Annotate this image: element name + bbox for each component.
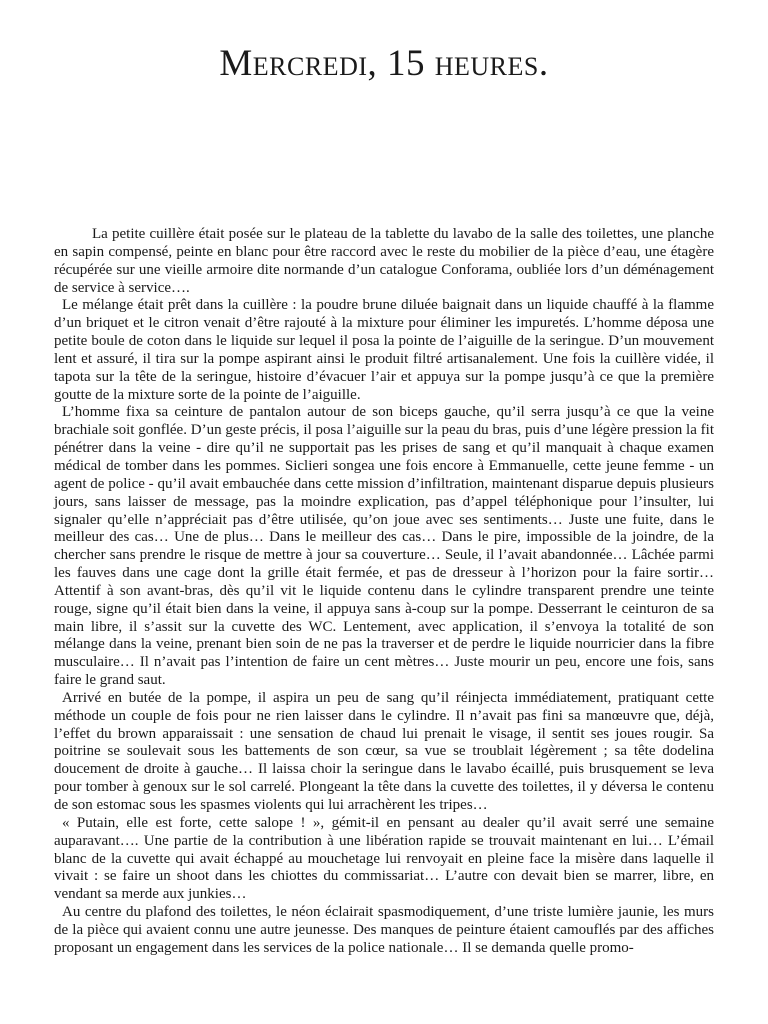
paragraph: « Putain, elle est forte, cette salope ! », gémit-il en pensant au dealer qu’il avait serré une semaine auparavant…. Une partie de la contribution à une libération rapide se trouvait maintenant en lui… L’émail blanc de la cuvette qui avait échappé au mouchetage lui renvoyait en pleine face la misère dans laquelle il vivait : se faire un shoot dans les chiottes du commissariat… L’autre con devait bien se marrer, libre, en vendant sa merde aux junkies… bbox=[54, 814, 714, 903]
paragraph: L’homme fixa sa ceinture de pantalon autour de son biceps gauche, qu’il serra jusqu’à ce que la veine brachiale soit gonflée. D’un geste précis, il posa l’aiguille sur la peau du bras, puis d’une légère pression la fit pénétrer dans la veine - dire qu’il ne supportait pas les prises de sang et qu’il manquait à chaque examen médical de tomber dans les pommes. Siclieri songea une fois encore à Emmanuelle, cette jeune femme - un agent de police - qu’il avait embauchée dans cette mission d’infiltration, maintenant disparue depuis plusieurs jours, sans laisser de message, pas la moindre explication, pas d’appel téléphonique pour l’insulter, lui signaler qu’elle n’appréciait pas d’être utilisée, qu’on joue avec ses sentiments… Juste une fuite, dans le meilleur des cas… Une de plus… Dans le meilleur des cas… Dans le pire, impossible de la joindre, de la chercher sans prendre le risque de mettre à jour sa couverture… Seule, il l’avait abandonnée… Lâchée parmi les fauves dans une cage dont la grille était fermée, et pas de dresseur à l’horizon pour la faire sortir… Attentif à son avant-bras, dès qu’il vit le liquide contenu dans le cylindre transparent prendre une teinte rouge, signe qu’il était bien dans la veine, il appuya sans à-coup sur la pompe. Desserrant le ceinturon de sa main libre, il s’assit sur la cuvette des WC. Lentement, avec application, il s’envoya la totalité de son mélange dans la veine, prenant bien soin de ne pas la traverser et de perdre le liquide nourricier dans la fibre musculaire… Il n’avait pas l’intention de faire un cent mètres… Juste mourir un peu, encore une fois, sans faire le grand saut. bbox=[54, 404, 714, 689]
paragraph: Le mélange était prêt dans la cuillère : la poudre brune diluée baignait dans un liquide chauffé à la flamme d’un briquet et le citron venait d’être rajouté à la mixture pour éliminer les impuretés. L’homme déposa une petite boule de coton dans le liquide sur lequel il posa la pointe de l’aiguille de la seringue. D’un mouvement lent et assuré, il tira sur la pompe aspirant ainsi le produit filtré artisanalement. Une fois la cuillère vidée, il tapota sur la tête de la seringue, histoire d’évacuer l’air et appuya sur la pompe jusqu’à ce que la première goutte de la mixture sorte de la pointe de l’aiguille. bbox=[54, 297, 714, 403]
paragraph: La petite cuillère était posée sur le plateau de la tablette du lavabo de la salle des toilettes, une planche en sapin compensé, peinte en blanc pour être raccord avec le reste du mobilier de la pièce d’eau, une étagère récupérée sur une vieille armoire dite normande d’un catalogue Conforama, oubliée lors d’un déménagement de service à service…. bbox=[54, 226, 714, 296]
paragraph: Arrivé en butée de la pompe, il aspira un peu de sang qu’il réinjecta immédiatement, pratiquant cette méthode un couple de fois pour ne rien laisser dans le cylindre. Il n’avait pas fini sa manœuvre que, déjà, l’effet du brown apparaissait : une sensation de chaud lui prenait le visage, il sentit ses joues rougir. Sa poitrine se soulevait sous les battements de son cœur, sa vue se troublait légèrement ; sa tête dodelina doucement de droite à gauche… Il laissa choir la seringue dans le lavabo écaillé, puis brusquement se leva pour tomber à genoux sur le sol carrelé. Plongeant la tête dans la cuvette des toilettes, il y déversa le contenu de son estomac sous les spasmes violents qui lui arrachèrent les tripes… bbox=[54, 689, 714, 813]
chapter-body bbox=[54, 226, 714, 958]
chapter-title: Mercredi, 15 heures. bbox=[219, 43, 549, 84]
paragraph: Au centre du plafond des toilettes, le néon éclairait spasmodiquement, d’une triste lumière jaunie, les murs de la pièce qui avaient connu une autre jeunesse. Des manques de peinture étaient camouflés par des affiches proposant un engagement dans les services de la police nationale… Il se demanda quelle promo- bbox=[54, 904, 714, 956]
